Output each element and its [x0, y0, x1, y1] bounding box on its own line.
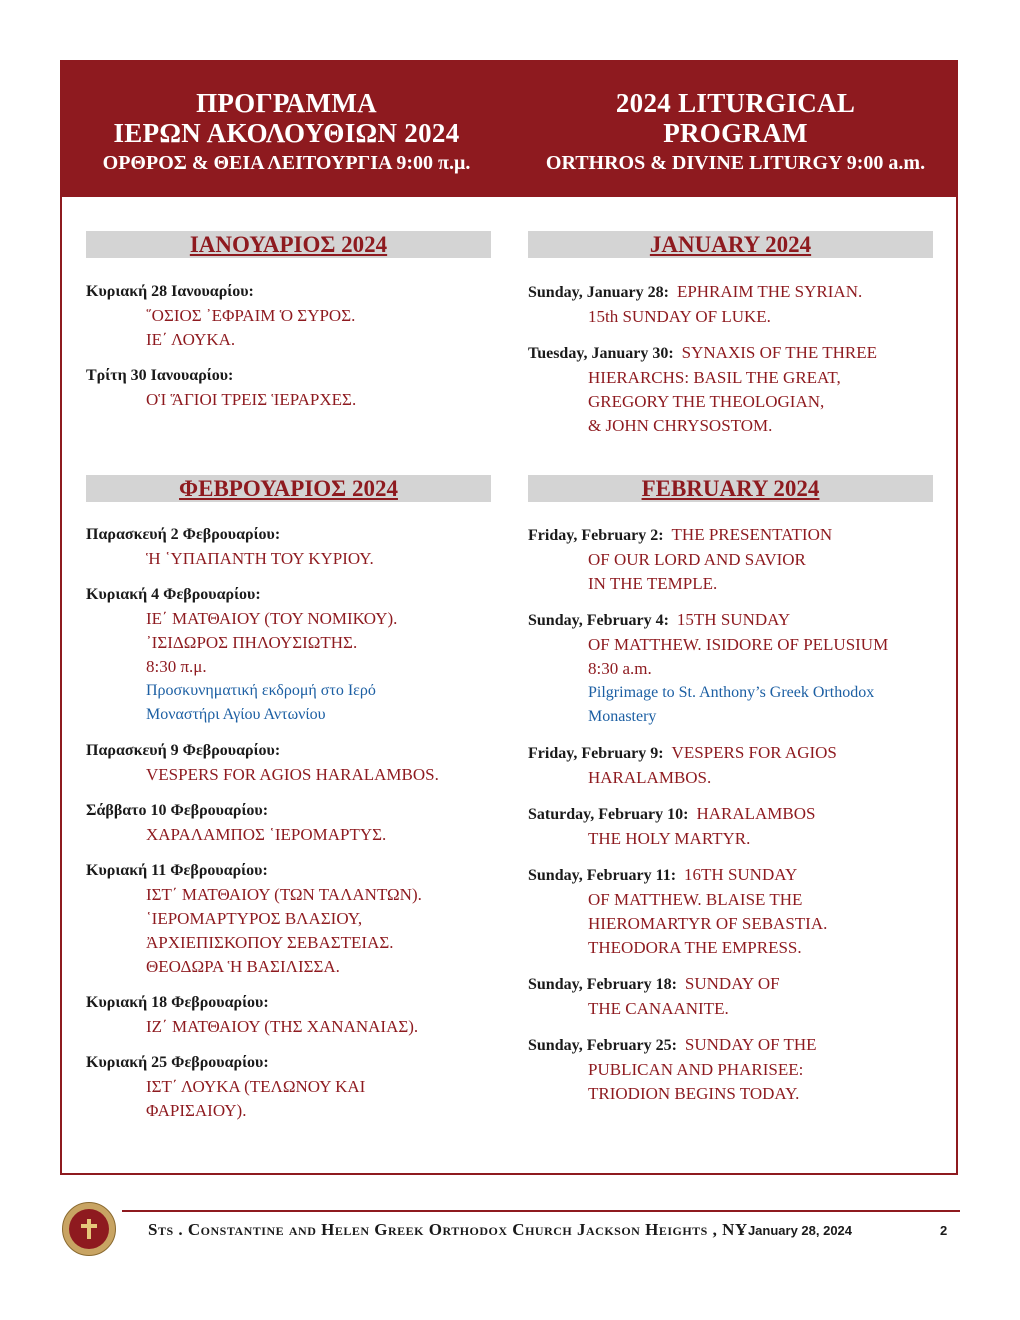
footer-church-name: Sts . Constantine and Helen Greek Orthodox Church Jackson Heights , NY	[148, 1220, 748, 1239]
greek-february-list	[86, 523, 491, 1135]
entry-feast: ΙΖ΄ ΜΑΤΘΑΙΟΥ (ΤΗΣ ΧΑΝΑΝΑΙΑΣ).	[146, 1017, 419, 1036]
english-title-line2: PROGRAM	[663, 118, 808, 148]
schedule-entry	[528, 741, 933, 790]
entry-feast: ΟἹ ἍΓΙΟΙ ΤΡΕΙΣ ἹΕΡΑΡΧΕΣ.	[146, 390, 357, 409]
entry-feast: 8:30 a.m.	[588, 659, 652, 678]
english-header	[511, 88, 960, 176]
entry-date-line	[528, 341, 933, 366]
entry-date: Κυριακή 4 Φεβρουαρίου:	[86, 586, 261, 603]
schedule-entry	[528, 280, 933, 329]
entry-feast: ΙΣΤ΄ ΜΑΤΘΑΙΟΥ (ΤΩΝ ΤΑΛΑΝΤΩΝ).	[146, 885, 422, 904]
month-heading-english-february: FEBRUARY 2024	[528, 475, 933, 502]
month-heading-greek-january: ΙΑΝΟΥΑΡΙΟΣ 2024	[86, 231, 491, 258]
entry-note: Monastery	[588, 708, 657, 725]
entry-feast: EPHRAIM THE SYRIAN.	[676, 282, 863, 301]
month-heading-english-january: JANUARY 2024	[528, 231, 933, 258]
entry-feast: GREGORY THE THEOLOGIAN,	[588, 392, 825, 411]
entry-feast: SYNAXIS OF THE THREE	[681, 343, 878, 362]
entry-feast: IN THE TEMPLE.	[588, 574, 718, 593]
entry-date-line	[528, 863, 933, 888]
entry-feast: THEODORA THE EMPRESS.	[588, 938, 802, 957]
entry-feast: HIEROMARTYR OF SEBASTIA.	[588, 914, 828, 933]
entry-feast: 15TH SUNDAY	[676, 610, 791, 629]
entry-date: Saturday, February 10:	[528, 806, 689, 823]
entry-feast: THE HOLY MARTYR.	[588, 829, 751, 848]
entry-feast: PUBLICAN AND PHARISEE:	[588, 1060, 804, 1079]
greek-january-list	[86, 280, 491, 424]
entry-feast: & JOHN CHRYSOSTOM.	[588, 416, 773, 435]
entry-feast: OF MATTHEW. BLAISE THE	[588, 890, 803, 909]
entry-feast: HARALAMBOS.	[588, 768, 712, 787]
entry-note: Προσκυνηματική εκδρομή στο Ιερό	[146, 682, 376, 699]
entry-feast: ἈΡΧΙΕΠΙΣΚΟΠΟΥ ΣΕΒΑΣΤΕΙΑΣ.	[146, 933, 394, 952]
schedule-entry	[528, 608, 933, 729]
entry-date: Τρίτη 30 Ιανουαρίου:	[86, 367, 234, 384]
schedule-entry	[528, 1033, 933, 1106]
entry-feast: Ἡ ῾ΥΠΑΠΑΝΤΗ ΤΟΥ ΚΥΡΙΟΥ.	[146, 549, 374, 568]
english-title-line1: 2024 LITURGICAL	[615, 88, 856, 118]
schedule-entry	[528, 802, 933, 851]
cross-icon	[87, 1219, 91, 1239]
entry-feast: HIERARCHS: BASIL THE GREAT,	[588, 368, 841, 387]
entry-date-line	[528, 802, 933, 827]
entry-date-line	[528, 523, 933, 548]
entry-feast: ΧΑΡΑΛΑΜΠΟΣ ῾ΙΕΡΟΜΑΡΤΥΣ.	[146, 825, 387, 844]
entry-date: Sunday, February 4:	[528, 612, 669, 629]
seal-inner-icon	[69, 1209, 109, 1249]
entry-date: Κυριακή 28 Ιανουαρίου:	[86, 283, 254, 300]
greek-title-line1: ΠΡΟΓΡΑΜΜΑ	[196, 88, 377, 118]
month-heading-greek-february: ΦΕΒΡΟΥΑΡΙΟΣ 2024	[86, 475, 491, 502]
entry-feast: ΦΑΡΙΣΑΙΟΥ).	[146, 1101, 247, 1120]
entry-feast: HARALAMBOS	[696, 804, 816, 823]
entry-date: Friday, February 2:	[528, 527, 664, 544]
entry-feast: TRIODION BEGINS TODAY.	[588, 1084, 800, 1103]
schedule-entry	[86, 583, 491, 727]
entry-date: Sunday, February 25:	[528, 1037, 677, 1054]
greek-subtitle: ΟΡΘΡΟΣ & ΘΕΙΑ ΛΕΙΤΟΥΡΓΙΑ 9:00 π.μ.	[102, 152, 471, 174]
entry-feast: ΙΕ΄ ΜΑΤΘΑΙΟΥ (ΤΟΥ ΝΟΜΙΚΟΥ).	[146, 609, 398, 628]
schedule-entry	[86, 523, 491, 571]
greek-title-line2: ΙΕΡΩΝ ΑΚΟΛΟΥΘΙΩΝ 2024	[113, 118, 460, 148]
entry-date: Sunday, February 11:	[528, 867, 677, 884]
entry-feast: THE CANAANITE.	[588, 999, 729, 1018]
entry-feast: SUNDAY OF	[684, 974, 780, 993]
entry-date: Sunday, February 18:	[528, 976, 677, 993]
greek-header	[62, 88, 511, 176]
schedule-entry	[528, 972, 933, 1021]
entry-feast: ΘΕΟΔΩΡΑ Ἡ ΒΑΣΙΛΙΣΣΑ.	[146, 957, 340, 976]
entry-feast: SUNDAY OF THE	[684, 1035, 817, 1054]
english-january-list	[528, 280, 933, 450]
entry-feast: 16TH SUNDAY	[684, 865, 798, 884]
entry-feast: ᾿ΙΣΙΔΩΡΟΣ ΠΗΛΟΥΣΙΩΤΗΣ.	[146, 633, 358, 652]
entry-date: Κυριακή 11 Φεβρουαρίου:	[86, 862, 268, 879]
page-number: 2	[940, 1223, 948, 1238]
footer-date: - January 28, 2024	[740, 1223, 853, 1238]
entry-feast: 8:30 π.μ.	[146, 657, 207, 676]
entry-note: Μοναστήρι Αγίου Αντωνίου	[146, 706, 326, 723]
entry-date-line	[528, 741, 933, 766]
entry-feast: ῞ΟΣΙΟΣ ᾿ΕΦΡΑΙΜ Ὁ ΣΥΡΟΣ.	[146, 306, 356, 325]
footer-rule	[122, 1210, 960, 1212]
schedule-entry	[86, 280, 491, 352]
entry-feast: ΙΕ΄ ΛΟΥΚΑ.	[146, 330, 236, 349]
entry-date: Sunday, January 28:	[528, 284, 669, 301]
entry-date: Σάββατο 10 Φεβρουαρίου:	[86, 802, 269, 819]
schedule-entry	[528, 341, 933, 438]
english-subtitle: ORTHROS & DIVINE LITURGY 9:00 a.m.	[545, 152, 926, 174]
schedule-entry	[86, 799, 491, 847]
schedule-entry	[86, 739, 491, 787]
schedule-entry	[86, 364, 491, 412]
entry-feast: ΙΣΤ΄ ΛΟΥΚΑ (ΤΕΛΩΝΟΥ ΚΑΙ	[146, 1077, 366, 1096]
schedule-entry	[528, 863, 933, 960]
entry-feast: THE PRESENTATION	[671, 525, 833, 544]
entry-date: Παρασκευή 9 Φεβρουαρίου:	[86, 742, 281, 759]
english-february-list	[528, 523, 933, 1118]
schedule-entry	[86, 991, 491, 1039]
entry-date: Friday, February 9:	[528, 745, 664, 762]
entry-date: Παρασκευή 2 Φεβρουαρίου:	[86, 526, 281, 543]
entry-date: Tuesday, January 30:	[528, 345, 674, 362]
entry-date: Κυριακή 18 Φεβρουαρίου:	[86, 994, 269, 1011]
entry-note: Pilgrimage to St. Anthony’s Greek Orthodox	[588, 684, 875, 701]
entry-date-line	[528, 972, 933, 997]
header-banner	[62, 62, 956, 197]
entry-date-line	[528, 1033, 933, 1058]
entry-feast: OF OUR LORD AND SAVIOR	[588, 550, 806, 569]
entry-feast: OF MATTHEW. ISIDORE OF PELUSIUM	[588, 635, 889, 654]
entry-feast: ῾ΙΕΡΟΜΑΡΤΥΡΟΣ ΒΛΑΣΙΟΥ,	[146, 909, 363, 928]
entry-feast: 15th SUNDAY OF LUKE.	[588, 307, 771, 326]
entry-date: Κυριακή 25 Φεβρουαρίου:	[86, 1054, 269, 1071]
schedule-entry	[86, 859, 491, 979]
entry-feast: VESPERS FOR AGIOS	[671, 743, 837, 762]
church-seal-logo	[62, 1202, 116, 1256]
entry-date-line	[528, 608, 933, 633]
entry-feast: VESPERS FOR AGIOS HARALAMBOS.	[146, 765, 439, 784]
schedule-entry	[528, 523, 933, 596]
entry-date-line	[528, 280, 933, 305]
schedule-entry	[86, 1051, 491, 1123]
